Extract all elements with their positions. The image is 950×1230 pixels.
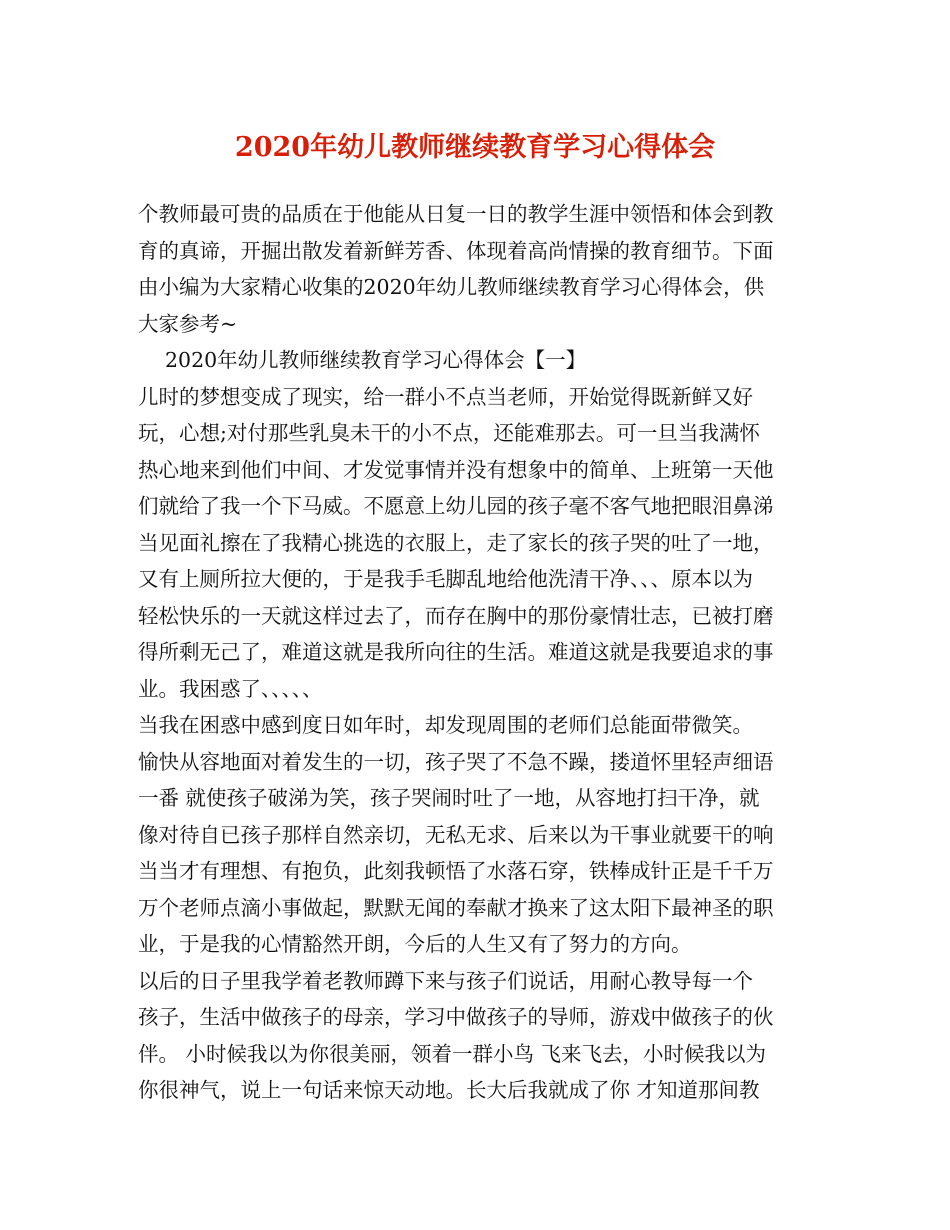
text-line: 由小编为大家精心收集的2020年幼儿教师继续教育学习心得体会，供 [138,275,765,299]
text-line: 得所剩无己了，难道这就是我所向往的生活。难道这就是我要追求的事 [138,640,774,664]
text-line: 大家参考~ [138,311,238,336]
text-line: 一番 就使孩子破涕为笑，孩子哭闹时吐了一地，从容地打扫干净，就 [138,786,760,810]
text-line: 热心地来到他们中间、才发觉事情并没有想象中的简单、上班第一天他 [138,457,774,482]
text-line: 像对待自已孩子那样自然亲切，无私无求、后来以为干事业就要干的响 [138,822,774,847]
text-line: 当见面礼擦在了我精心挑选的衣服上，走了家长的孩子哭的吐了一地， [138,530,774,555]
text-line: 业，于是我的心情豁然开朗，今后的人生又有了努力的方向。 [138,932,692,956]
text-line: 当当才有理想、有抱负，此刻我顿悟了水落石穿，铁棒成针正是千千万 [138,859,774,883]
text-line: 育的真谛，开掘出散发着新鲜芳香、体现着高尚情操的教育细节。下面 [138,238,774,263]
text-line: 万个老师点滴小事做起，默默无闻的奉献才换来了这太阳下最神圣的职 [138,895,774,920]
text-line: 愉快从容地面对着发生的一切，孩子哭了不急不躁，搂道怀里轻声细语 [138,749,774,774]
text-line: 当我在困惑中感到度日如年时，却发现周围的老师们总能面带微笑。 [138,713,753,737]
document-body [138,196,818,1109]
text-line: 以后的日子里我学着老教师蹲下来与孩子们说话，用耐心教导每一个 [138,968,753,993]
text-line: 伴。 小时候我以为你很美丽，领着一群小鸟 飞来飞去，小时候我以为 [138,1041,767,1066]
text-line: 们就给了我一个下马威。不愿意上幼儿园的孩子毫不客气地把眼泪鼻涕 [138,494,774,518]
text-line: 孩子，生活中做孩子的母亲，学习中做孩子的导师，游戏中做孩子的伙 [138,1005,774,1029]
text-line: 个教师最可贵的品质在于他能从日复一日的教学生涯中领悟和体会到教 [138,202,774,226]
text-line: 2020年幼儿教师继续教育学习心得体会【一】 [138,348,587,372]
text-line: 又有上厕所拉大便的，于是我手毛脚乱地给他洗清干净、、、原本以为 [138,567,753,591]
text-line: 玩，心想;对付那些乳臭未干的小不点，还能难那去。可一旦当我满怀 [138,421,760,445]
text-line: 业。我困惑了、、、、、 [138,676,323,701]
document-title: 2020年幼儿教师继续教育学习心得体会 [234,132,716,163]
text-line: 轻松快乐的一天就这样过去了，而存在胸中的那份豪情壮志，已被打磨 [138,603,774,628]
text-line: 儿时的梦想变成了现实，给一群小不点当老师，开始觉得既新鲜又好 [138,384,753,409]
text-line: 你很神气，说上一句话来惊天动地。长大后我就成了你 才知道那间教 [138,1078,760,1102]
